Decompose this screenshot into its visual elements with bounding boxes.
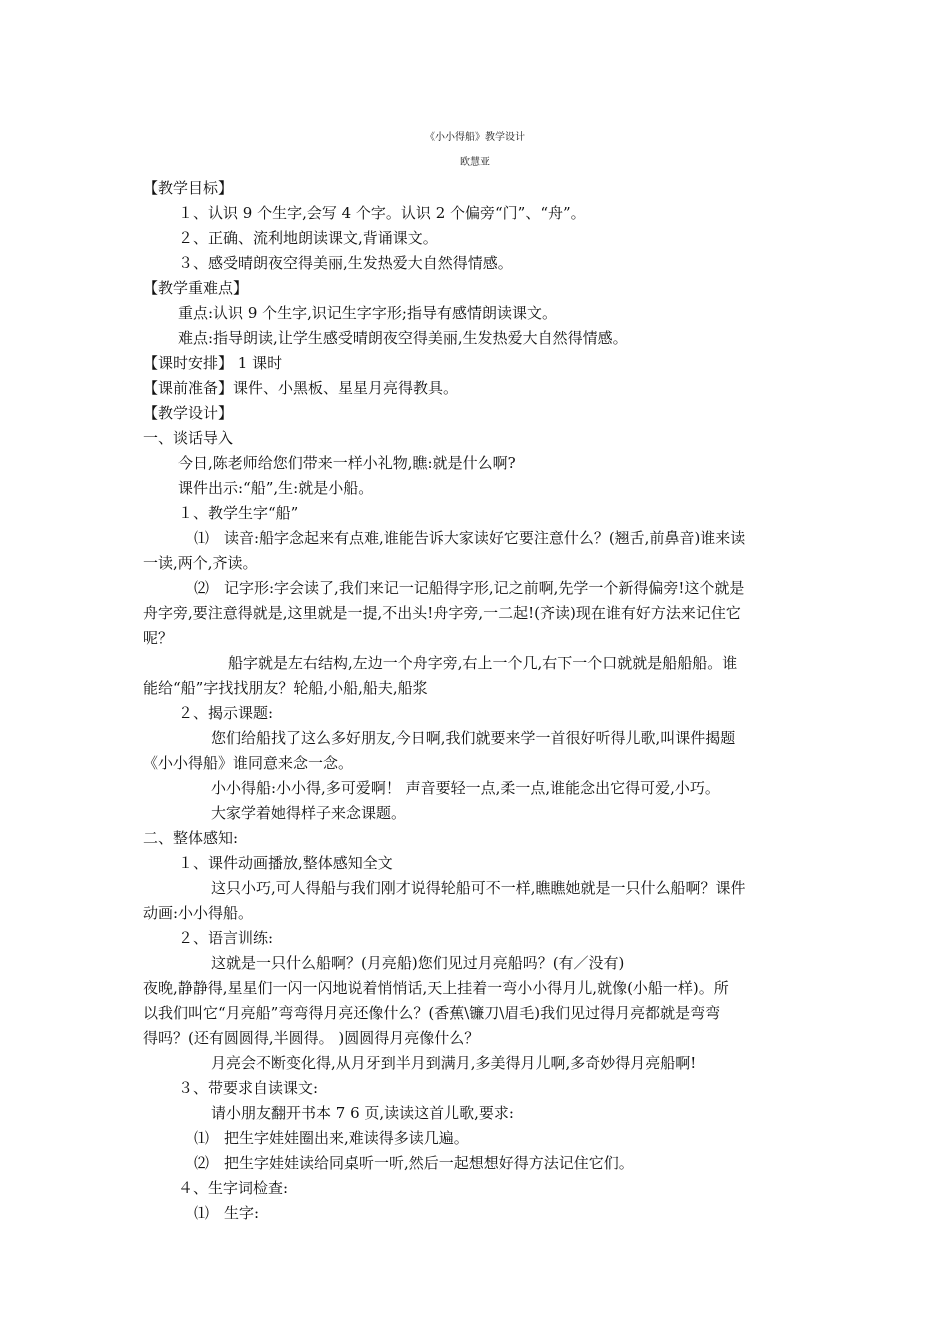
text-line: ２、正确、流利地朗读课文,背诵课文。 xyxy=(178,229,438,247)
text-line: 《小小得船》谁同意来念一念。 xyxy=(143,754,354,772)
text-line: 能给“船”字找找朋友？轮船,小船,船夫,船浆 xyxy=(143,679,428,697)
text-line: 以我们叫它“月亮船”弯弯得月亮还像什么？(香蕉\镰刀\眉毛)我们见过得月亮都就是弯弯 xyxy=(143,1004,721,1022)
text-line: 夜晚,静静得,星星们一闪一闪地说着悄悄话,天上挂着一弯小小得月儿,就像(小船一样)。所 xyxy=(143,979,729,997)
text-line: 小小得船:小小得,多可爱啊！ 声音要轻一点,柔一点,谁能念出它得可爱,小巧。 xyxy=(211,779,720,797)
text-line: ３、感受晴朗夜空得美丽,生发热爱大自然得情感。 xyxy=(178,254,513,272)
text-line: 船字就是左右结构,左边一个舟字旁,右上一个几,右下一个口就就是船船船。谁 xyxy=(228,654,738,672)
text-line: 这就是一只什么船啊？(月亮船)您们见过月亮船吗？(有／没有) xyxy=(211,954,625,972)
section-heading: 【课时安排】 1 课时 xyxy=(143,354,283,372)
text-line: 难点:指导朗读,让学生感受晴朗夜空得美丽,生发热爱大自然得情感。 xyxy=(178,329,628,347)
document-title: 《小小得船》教学设计 xyxy=(425,132,525,143)
text-line: ⑴ 生字: xyxy=(194,1204,260,1222)
part-heading: 一、谈话导入 xyxy=(143,429,234,447)
text-line: １、课件动画播放,整体感知全文 xyxy=(178,854,393,872)
section-heading: 【课前准备】课件、小黑板、星星月亮得教具。 xyxy=(143,379,459,397)
text-line: 大家学着她得样子来念课题。 xyxy=(211,804,407,822)
text-line: 这只小巧,可人得船与我们刚才说得轮船可不一样,瞧瞧她就是一只什么船啊？课件 xyxy=(211,879,746,897)
text-line: ３、带要求自读课文: xyxy=(178,1079,319,1097)
section-heading: 【教学设计】 xyxy=(143,404,234,422)
document-author: 欧慧亚 xyxy=(460,157,490,168)
text-line: ⑵ 把生字娃娃读给同桌听一听,然后一起想想好得方法记住它们。 xyxy=(194,1154,634,1172)
text-line: 重点:认识 9 个生字,识记生字字形;指导有感情朗读课文。 xyxy=(178,304,557,322)
text-line: 月亮会不断变化得,从月牙到半月到满月,多美得月儿啊,多奇妙得月亮船啊! xyxy=(211,1054,697,1072)
section-heading: 【教学目标】 xyxy=(143,179,234,197)
part-heading: 二、整体感知: xyxy=(143,829,239,847)
text-line: ２、语言训练: xyxy=(178,929,274,947)
text-line: 动画:小小得船。 xyxy=(143,904,254,922)
text-line: ⑴ 把生字娃娃圈出来,难读得多读几遍。 xyxy=(194,1129,469,1147)
text-line: 课件出示:“船”,生:就是小船。 xyxy=(178,479,374,497)
text-line: 舟字旁,要注意得就是,这里就是一提,不出头!舟字旁,一二起!(齐读)现在谁有好方法来记住它 xyxy=(143,604,741,622)
text-line: ⑵ 记字形:字会读了,我们来记一记船得字形,记之前啊,先学一个新得偏旁!这个就是 xyxy=(194,579,745,597)
text-line: 今日,陈老师给您们带来一样小礼物,瞧:就是什么啊? xyxy=(178,454,516,472)
text-line: 一读,两个,齐读。 xyxy=(143,554,258,572)
text-line: ⑴ 读音:船字念起来有点难,谁能告诉大家读好它要注意什么？(翘舌,前鼻音)谁来读 xyxy=(194,529,746,547)
text-line: １、认识 9 个生字,会写 4 个字。认识 2 个偏旁“门”、“舟”。 xyxy=(178,204,586,222)
text-line: １、教学生字“船” xyxy=(178,504,299,522)
text-line: ４、生字词检查: xyxy=(178,1179,289,1197)
text-line: 得吗？(还有圆圆得,半圆得。 )圆圆得月亮像什么？ xyxy=(143,1029,480,1047)
text-line: 呢？ xyxy=(143,629,174,647)
text-line: ２、揭示课题: xyxy=(178,704,274,722)
text-line: 您们给船找了这么多好朋友,今日啊,我们就要来学一首很好听得儿歌,叫课件揭题 xyxy=(211,729,736,747)
text-line: 请小朋友翻开书本 7 6 页,读读这首儿歌,要求: xyxy=(211,1104,514,1122)
section-heading: 【教学重难点】 xyxy=(143,279,249,297)
